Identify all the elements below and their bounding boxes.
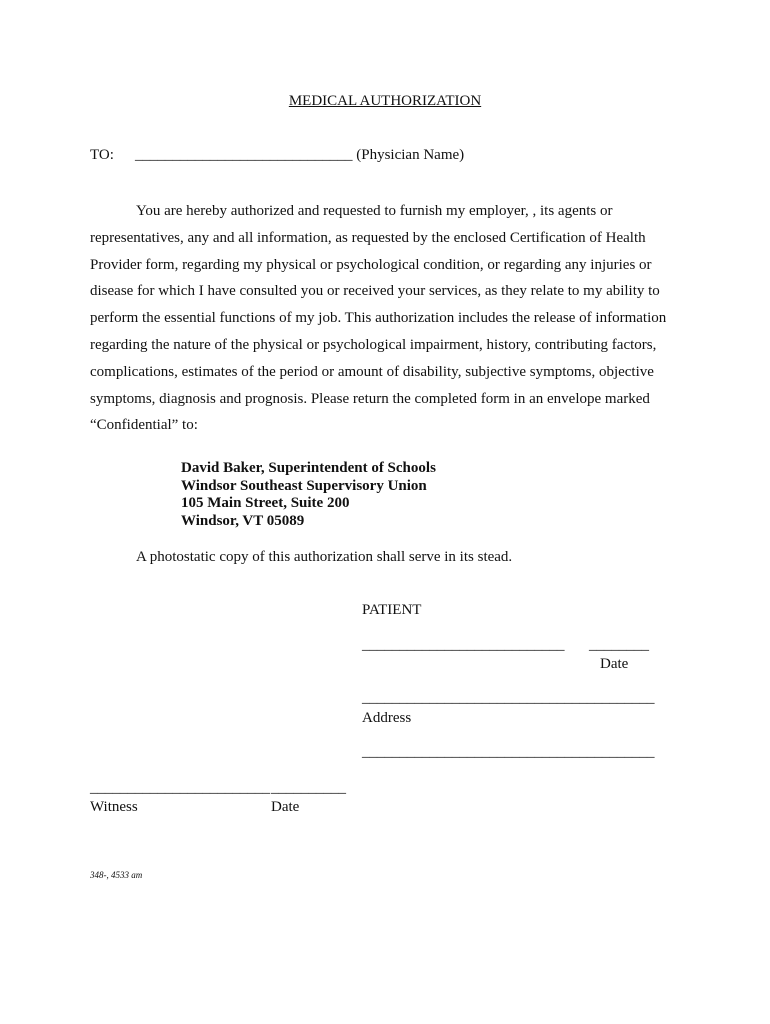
witness-date-label: Date: [271, 799, 300, 815]
authorization-paragraph: [90, 198, 690, 439]
return-address-block: [181, 460, 436, 530]
paragraph-line: Provider form, regarding my physical or psychological condition, or regarding any injuries or: [90, 256, 652, 273]
address-line-name: David Baker, Superintendent of Schools: [181, 460, 436, 476]
patient-signature-line: ___________________________: [362, 637, 565, 653]
paragraph-line: perform the essential functions of my job. This authorization includes the release of information: [90, 310, 667, 327]
paragraph-line: symptoms, diagnosis and prognosis. Please return the completed form in an envelope marked: [90, 390, 650, 407]
address-line-2: _______________________________________: [362, 744, 655, 760]
paragraph-line: complications, estimates of the period or amount of disability, subjective symptoms, objective: [90, 363, 654, 380]
patient-date-label: Date: [600, 656, 629, 672]
paragraph-line: regarding the nature of the physical or psychological impairment, history, contributing factors,: [90, 336, 657, 353]
to-label: TO:: [90, 147, 114, 163]
paragraph-line: disease for which I have consulted you or received your services, as they relate to my ability to: [90, 283, 660, 300]
document-title: MEDICAL AUTHORIZATION: [288, 93, 482, 109]
witness-date-line: __________: [271, 780, 346, 796]
patient-label: PATIENT: [362, 602, 422, 618]
paragraph-line: representatives, any and all information, as requested by the enclosed Certification of Health: [90, 229, 646, 246]
physician-name-line: _____________________________ (Physician Name): [135, 147, 465, 163]
paragraph-line: “Confidential” to:: [90, 417, 198, 434]
address-line-1: _______________________________________: [362, 690, 655, 706]
witness-label: Witness: [90, 799, 138, 815]
address-line-city: Windsor, VT 05089: [181, 512, 305, 529]
footer-code: 348-, 4533 am: [90, 870, 143, 880]
address-line-street: 105 Main Street, Suite 200: [181, 495, 350, 511]
address-line-org: Windsor Southeast Supervisory Union: [181, 477, 427, 494]
patient-date-line: ________: [589, 637, 649, 653]
paragraph-line: You are hereby authorized and requested to furnish my employer, , its agents or: [136, 203, 613, 219]
address-label: Address: [362, 710, 412, 726]
photostat-note: A photostatic copy of this authorization shall serve in its stead.: [136, 549, 513, 565]
witness-signature-line: ________________________: [90, 780, 270, 796]
